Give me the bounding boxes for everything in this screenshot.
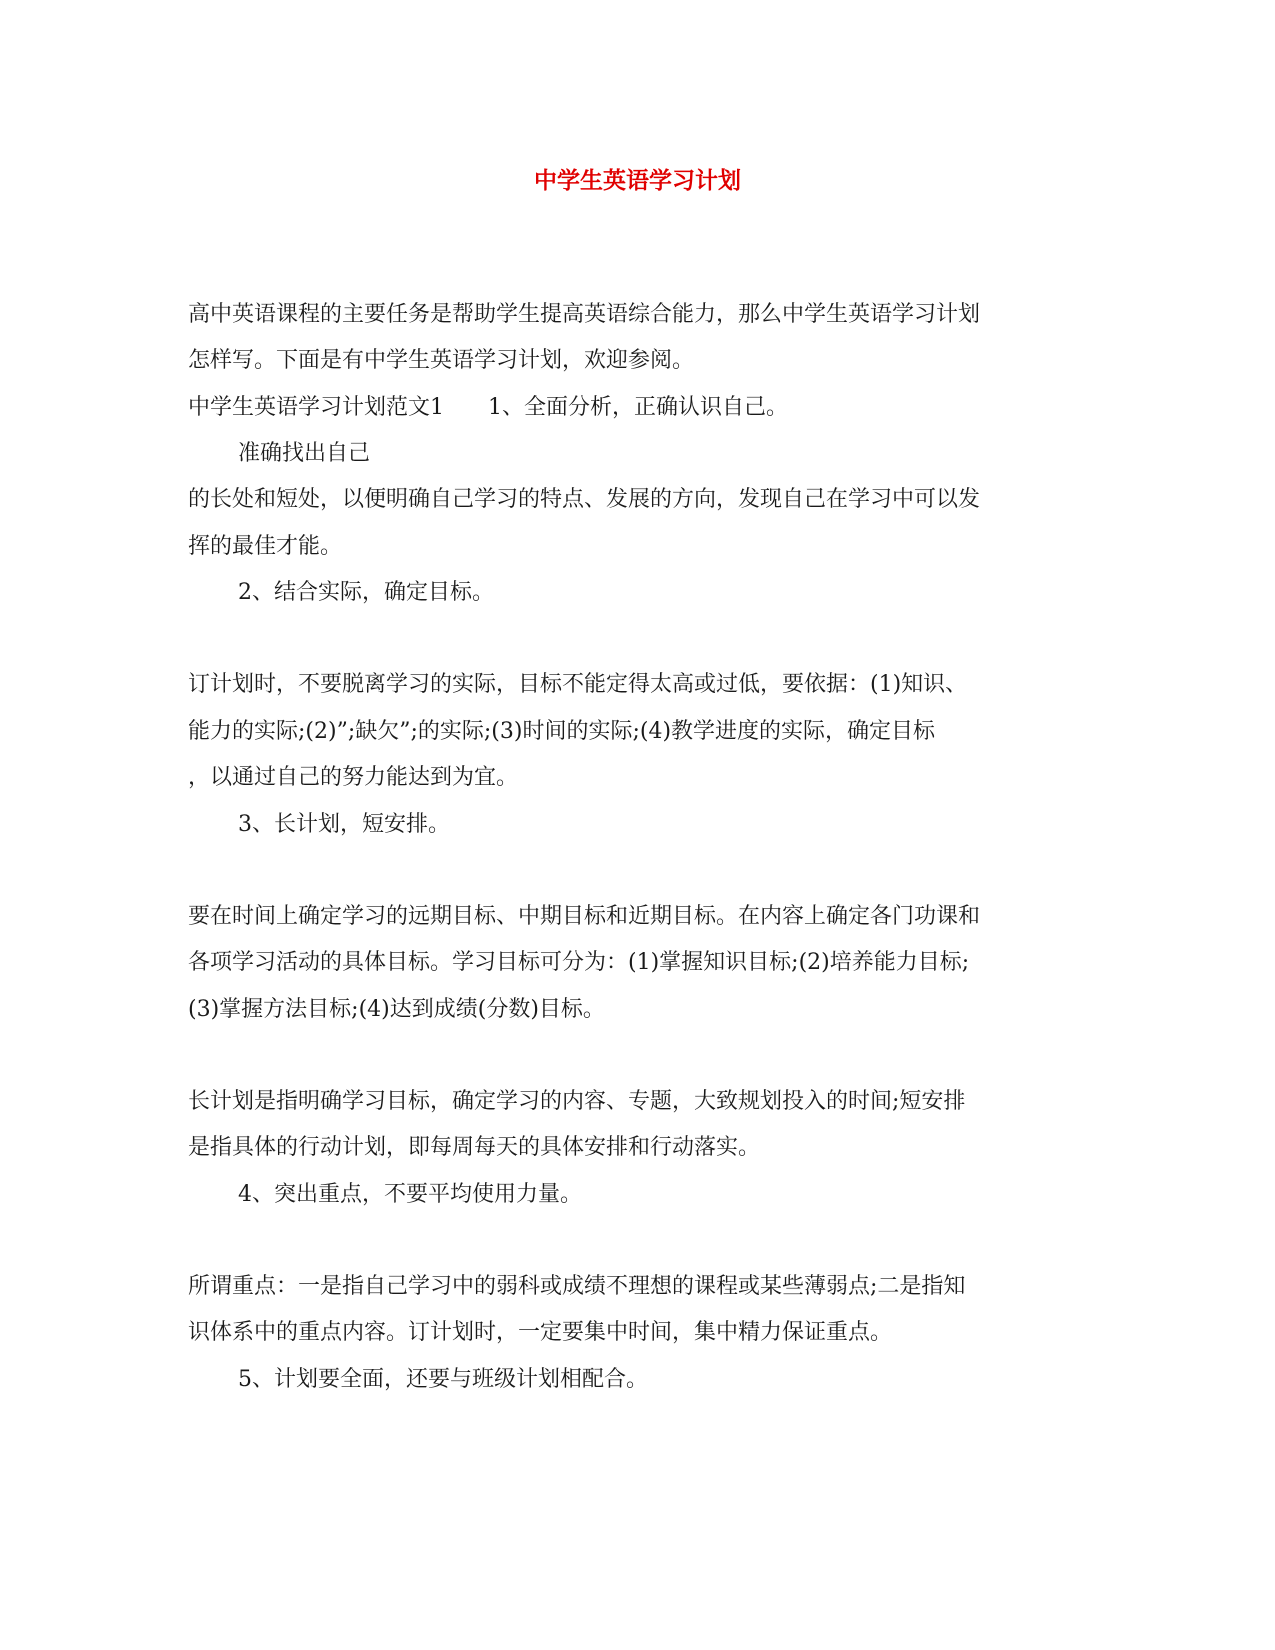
point-heading: 5、计划要全面，还要与班级计划相配合。	[238, 1367, 648, 1392]
point-heading: 1、全面分析，正确认识自己。	[488, 395, 788, 420]
paragraph-line: 所谓重点：一是指自己学习中的弱科或成绩不理想的课程或某些薄弱点;二是指知	[188, 1274, 966, 1299]
paragraph-line: 订计划时，不要脱离学习的实际，目标不能定得太高或过低，要依据：(1)知识、	[188, 672, 968, 697]
point-heading: 4、突出重点，不要平均使用力量。	[238, 1182, 582, 1207]
paragraph-line: 挥的最佳才能。	[188, 534, 343, 559]
point-heading: 3、长计划，短安排。	[238, 812, 450, 837]
document-title: 中学生英语学习计划	[534, 167, 741, 194]
sample-label: 中学生英语学习计划范文1	[188, 395, 444, 420]
paragraph-line: 准确找出自己	[238, 441, 371, 466]
paragraph-line: 怎样写。下面是有中学生英语学习计划，欢迎参阅。	[188, 348, 695, 373]
point-heading: 2、结合实际，确定目标。	[238, 580, 494, 605]
paragraph-line: 要在时间上确定学习的远期目标、中期目标和近期目标。在内容上确定各门功课和	[188, 904, 981, 929]
paragraph-line: ，以通过自己的努力能达到为宜。	[188, 765, 519, 790]
sample-heading-line	[188, 393, 1093, 423]
paragraph-line: 高中英语课程的主要任务是帮助学生提高英语综合能力，那么中学生英语学习计划	[188, 302, 981, 327]
paragraph-line: (3)掌握方法目标;(4)达到成绩(分数)目标。	[188, 997, 605, 1022]
paragraph-line: 长计划是指明确学习目标，确定学习的内容、专题，大致规划投入的时间;短安排	[188, 1089, 966, 1114]
paragraph-line: 各项学习活动的具体目标。学习目标可分为：(1)掌握知识目标;(2)培养能力目标;	[188, 950, 970, 975]
paragraph-line: 的长处和短处，以便明确自己学习的特点、发展的方向，发现自己在学习中可以发	[188, 487, 981, 512]
paragraph-line: 识体系中的重点内容。订计划时，一定要集中时间，集中精力保证重点。	[188, 1320, 893, 1345]
paragraph-line: 能力的实际;(2)”;缺欠”;的实际;(3)时间的实际;(4)教学进度的实际，确定目标	[188, 719, 936, 744]
paragraph-line: 是指具体的行动计划，即每周每天的具体安排和行动落实。	[188, 1135, 761, 1160]
